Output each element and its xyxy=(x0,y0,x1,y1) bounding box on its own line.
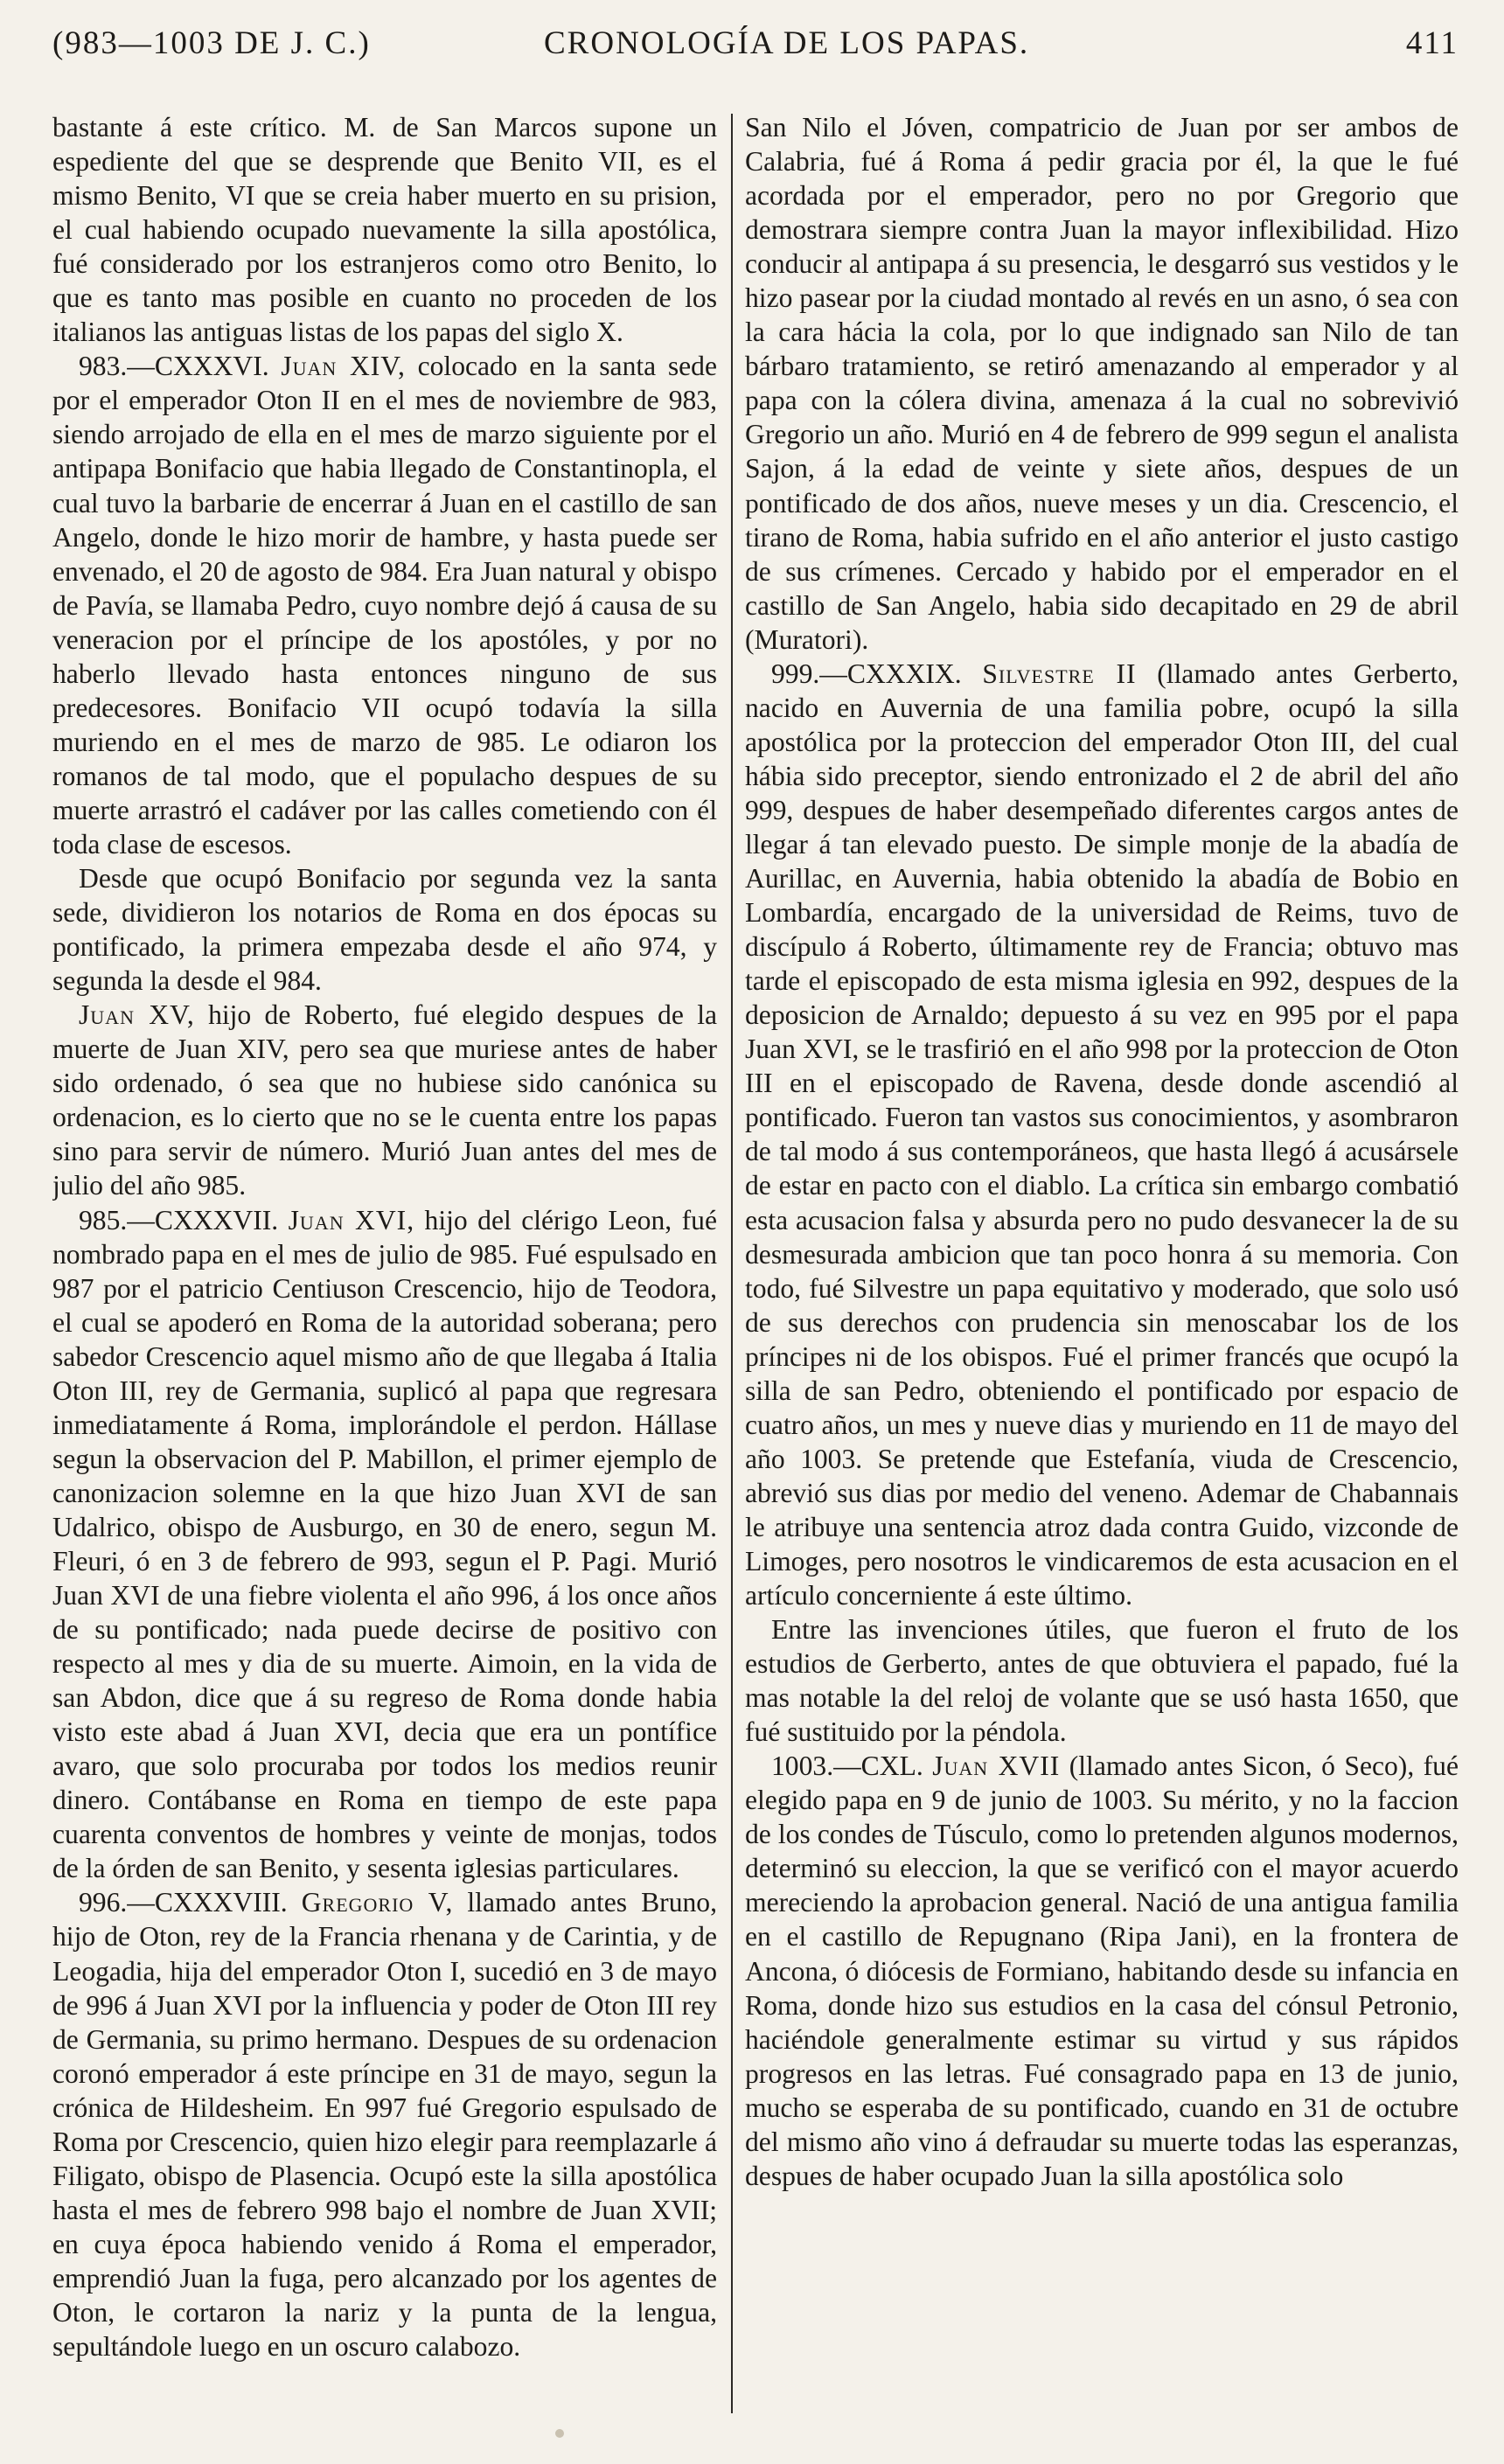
paragraph xyxy=(52,861,717,998)
pope-name: Gregorio V, xyxy=(301,1887,454,1918)
paper-spot xyxy=(555,2429,564,2438)
entry-number: 983.—CXXXVI. xyxy=(79,351,269,382)
entry-text: bastante á este crítico. M. de San Marcos supone un espediente del que se desprende que Benito VII, es el mismo Benito, VI que se creia haber muerto en su prision, el cual habiendo ocupado nuevamente la silla apostólica, fué considerado por los estranjeros como otro Benito, lo que es tanto mas posible en cuanto no proceden de los italianos las antiguas listas de los papas del siglo X. xyxy=(52,112,717,348)
entry-text: Desde que ocupó Bonifacio por segunda vez la santa sede, dividieron los notarios de Roma en dos épocas su pontificado, la primera empezaba desde el año 974, y segunda la desde el 984. xyxy=(52,863,717,997)
left-column xyxy=(52,110,717,2412)
entry-number: 985.—CXXXVII. xyxy=(79,1204,279,1235)
entry-text: (llamado antes Gerberto, nacido en Auvernia de una familia pobre, ocupó la silla apostólica por la proteccion del emperador Oton III, del cual hábia sido preceptor, siendo entronizado el 2 de abril del año 999, despues de haber desempeñado diferentes cargos antes de llegar á tan elevado puesto. De simple monje de la abadía de Aurillac, en Auvernia, habia obtenido la abadía de Bobio en Lombardía, encargado de la universidad de Reims, tuvo de discípulo á Roberto, últimamente rey de Francia; obtuvo mas tarde el episcopado de esta misma iglesia en 992, despues de la deposicion de Arnaldo; depuesto á su vez en 995 por el papa Juan XVI, se le trasfirió en el año 998 por la proteccion de Oton III en el episcopado de Ravena, desde donde ascendió al pontificado. Fueron tan vastos sus conocimientos, y asombraron de tal modo á sus contemporáneos, que hasta llegó á acusársele de estar en pacto con el diablo. La crítica sin embargo combatió esta acusacion falsa y absurda pero no pudo desvanecer la de su desmesurada ambicion que tan poco honra á su memoria. Con todo, fué Silvestre un papa equitativo y moderado, que solo usó de sus derechos con prudencia sin menoscabar los de los príncipes ni de los obispos. Fué el primer francés que ocupó la silla de san Pedro, obteniendo el pontificado por espacio de cuatro años, un mes y nueve dias y muriendo en 11 de mayo del año 1003. Se pretende que Estefanía, viuda de Crescencio, abrevió sus dias por medio del veneno. Ademar de Chabannais le atribuye una sentencia atroz dada contra Guido, vizconde de Limoges, pero nosotros le vindicaremos de esta acusacion en el artículo concerniente á este último. xyxy=(745,658,1459,1611)
pope-entry xyxy=(52,998,717,1202)
pope-entry xyxy=(52,1203,717,1886)
pope-name: Silvestre II xyxy=(982,658,1137,689)
entry-number: 999.—CXXXIX. xyxy=(771,658,962,689)
entry-text: hijo del clérigo Leon, fué nombrado papa en el mes de julio de 985. Fué espulsado en 987 por el patricio Centiuson Crescencio, hijo de Teodora, el cual se apoderó en Roma de la autoridad soberana; pero sabedor Crescencio aquel mismo año de que llegaba á Italia Oton III, rey de Germania, suplicó al papa que regresara inmediatamente á Roma, implorándole el perdon. Hállase segun la observacion del P. Mabillon, el primer ejemplo de canonizacion solemne en la que hizo Juan XVI de san Udalrico, obispo de Ausburgo, en 30 de enero, segun M. Fleuri, ó en 3 de febrero de 993, segun el P. Pagi. Murió Juan XVI de una fiebre violenta el año 996, á los once años de su pontificado; nada puede decirse de positivo con respecto al mes y dia de su muerte. Aimoin, en la vida de san Abdon, dice que á su regreso de Roma donde habia visto este abad á Juan XVI, decia que era un pontífice avaro, que solo procuraba por todos los medios reunir dinero. Contábanse en Roma en tiempo de este papa cuarenta conventos de hombres y veinte de monjas, todos de la órden de san Benito, y sesenta iglesias particulares. xyxy=(52,1204,717,1884)
entry-text: (llamado antes Sicon, ó Seco), fué elegido papa en 9 de junio de 1003. Su mérito, y no la faccion de los condes de Túsculo, como lo pretenden algunos modernos, determinó su eleccion, la que se verificó con el mayor acuerdo mereciendo la aprobacion general. Nació de una antigua familia en el castillo de Repugnano (Ripa Jani), en la frontera de Ancona, ó diócesis de Formiano, habitando desde su infancia en Roma, donde hizo sus estudios en la casa del cónsul Petronio, haciéndole generalmente estimar su virtud y sus rápidos progresos en las letras. Fué consagrado papa en 13 de junio, mucho se esperaba de su pontificado, cuando en 31 de octubre del mismo año vino á defraudar su muerte todas las esperanzas, despues de haber ocupado Juan la silla apostólica solo xyxy=(745,1751,1459,2191)
entry-text: San Nilo el Jóven, compatricio de Juan por ser ambos de Calabria, fué á Roma á pedir gracia por él, la que le fué acordada por el emperador, pero no por Gregorio que demostrara siempre contra Juan la mayor inflexibilidad. Hizo conducir al antipapa á su presencia, le desgarró sus vestidos y le hizo pasear por la ciudad montado al revés en un asno, ó sea con la cara hácia la cola, por lo que indignado san Nilo de tan bárbaro tratamiento, se retiró amenazando al emperador y al papa con la cólera divina, amenaza á la cual no sobrevivió Gregorio un año. Murió en 4 de febrero de 999 segun el analista Sajon, á la edad de veinte y siete años, despues de un pontificado de dos años, nueve meses y un dia. Crescencio, el tirano de Roma, habia sufrido en el año anterior el justo castigo de sus crímenes. Cercado y habido por el emperador en el castillo de San Angelo, habia sido decapitado en 29 de abril (Muratori). xyxy=(745,112,1459,655)
pope-entry xyxy=(745,657,1459,1612)
header-title: CRONOLOGÍA DE LOS PAPAS. xyxy=(544,25,1030,61)
entry-number: 1003.—CXL. xyxy=(771,1751,923,1782)
entry-text: llamado antes Bruno, hijo de Oton, rey de la Francia rhenana y de Carintia, y de Leogadia, hija del emperador Oton I, sucedió en 3 de mayo de 996 á Juan XVI por la influencia y poder de Oton III rey de Germania, su primo hermano. Despues de su ordenacion coronó emperador á este príncipe en 31 de mayo, segun la crónica de Hildesheim. En 997 fué Gregorio espulsado de Roma por Crescencio, quien hizo elegir para reemplazarle á Filigato, obispo de Plasencia. Ocupó este la silla apostólica hasta el mes de febrero 998 bajo el nombre de Juan XVII; en cuya época habiendo venido á Roma el emperador, emprendió Juan la fuga, pero alcanzado por los agentes de Oton, le cortaron la nariz y la punta de la lengua, sepultándole luego en un oscuro calabozo. xyxy=(52,1887,717,2363)
pope-entry xyxy=(52,349,717,861)
entry-number: 996.—CXXXVIII. xyxy=(79,1887,288,1918)
header-date-range: (983—1003 DE J. C.) xyxy=(52,25,371,61)
entry-text: colocado en la santa sede por el emperador Oton II en el mes de noviembre de 983, siendo arrojado de ella en el mes de marzo siguiente por el antipapa Bonifacio que habia llegado de Constantinopla, el cual tuvo la barbarie de encerrar á Juan en el castillo de san Angelo, donde le hizo morir de hambre, y hasta puede ser envenado, el 20 de agosto de 984. Era Juan natural y obispo de Pavía, se llamaba Pedro, cuyo nombre dejó á causa de su veneracion por el príncipe de los apostóles, y por no haberlo llevado hasta entonces ninguno de sus predecesores. Bonifacio VII ocupó todavía la silla muriendo en el mes de marzo de 985. Le odiaron los romanos de tal modo, que el populacho despues de su muerte arrastró el cadáver por las calles cometiendo con él toda clase de escesos. xyxy=(52,351,717,860)
paragraph xyxy=(745,110,1459,657)
paragraph xyxy=(52,110,717,349)
running-header xyxy=(52,24,1459,73)
column-divider xyxy=(731,114,733,2413)
pope-name: Juan XIV, xyxy=(281,351,406,382)
pope-entry xyxy=(745,1749,1459,2193)
pope-entry xyxy=(52,1885,717,2363)
pope-name: Juan XV, xyxy=(79,999,195,1031)
entry-text: Entre las invenciones útiles, que fueron el fruto de los estudios de Gerberto, antes de que obtuviera el papado, fué la mas notable la del reloj de volante que se usó hasta 1650, que fué sustituido por la péndola. xyxy=(745,1614,1459,1748)
page-number: 411 xyxy=(1405,25,1459,61)
pope-name: Juan XVI, xyxy=(288,1204,415,1235)
pope-name: Juan XVII xyxy=(932,1751,1061,1782)
right-column xyxy=(745,110,1459,2412)
paragraph xyxy=(745,1612,1459,1749)
entry-text: hijo de Roberto, fué elegido despues de la muerte de Juan XIV, pero sea que muriese antes de haber sido ordenado, ó sea que no hubiese sido canónica su ordenacion, es lo cierto que no se le cuenta entre los papas sino para servir de número. Murió Juan antes del mes de julio del año 985. xyxy=(52,999,717,1201)
